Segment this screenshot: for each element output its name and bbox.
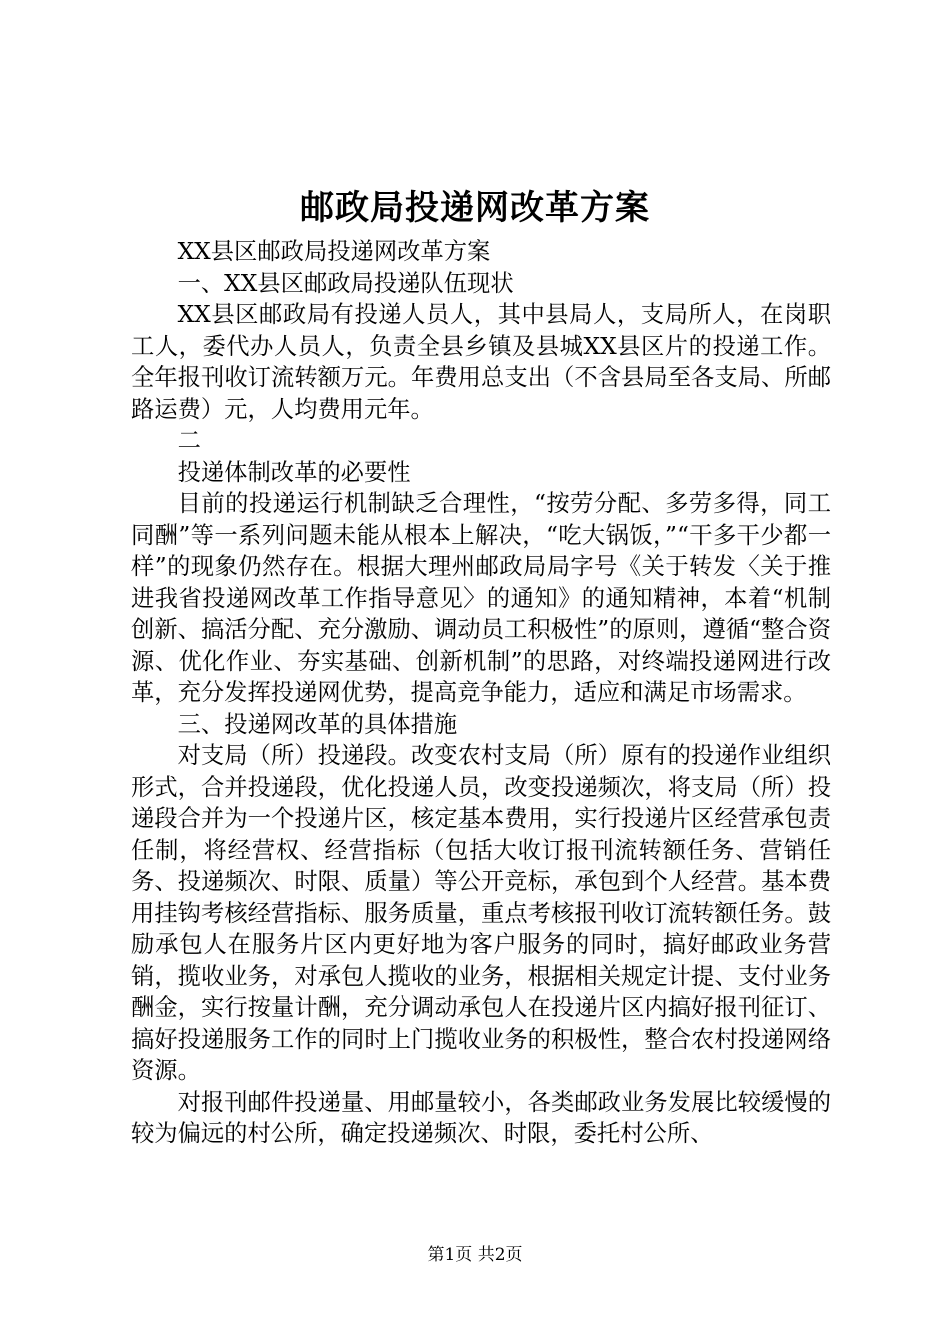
paragraph-necessity: 目前的投递运行机制缺乏合理性，“按劳分配、多劳多得，同工同酬”等一系列问题未能从根本上解决，“吃大锅饭，”“干多干少都一样”的现象仍然存在。根据大理州邮政局局字号《关于转发〈关于推进我省投递网改革工作指导意见〉的通知》的通知精神，本着“机制创新、搞活分配、充分激励、调动员工积极性”的原则，遵循“整合资源、优化作业、夯实基础、创新机制”的思路，对终端投递网进行改革，充分发挥投递网优势，提高竞争能力，适应和满足市场需求。: [131, 490, 831, 706]
section-heading-1: 一、XX县区邮政局投递队伍现状: [177, 269, 514, 297]
document-body: [131, 236, 831, 1150]
paragraph-measures: 对支局（所）投递段。改变农村支局（所）原有的投递作业组织形式，合并投递段，优化投递人员，改变投递频次，将支局（所）投递段合并为一个投递片区，核定基本费用，实行投递片区经营承包责任制，将经营权、经营指标（包括大收订报刊流转额任务、营销任务、投递频次、时限、质量）等公开竞标，承包到个人经营。基本费用挂钩考核经营指标、服务质量，重点考核报刊收订流转额任务。鼓励承包人在服务片区内更好地为客户服务的同时，搞好邮政业务营销，揽收业务，对承包人揽收的业务，根据相关规定计提、支付业务酬金，实行按量计酬，充分调动承包人在投递片区内搞好报刊征订、搞好投递服务工作的同时上门揽收业务的积极性，整合农村投递网络资源。: [131, 742, 831, 1084]
page-footer: 第1页 共2页: [427, 1245, 523, 1265]
paragraph-subtitle: XX县区邮政局投递网改革方案: [177, 238, 491, 265]
document-title: 邮政局投递网改革方案: [300, 188, 650, 228]
section-heading-3: 三、投递网改革的具体措施: [177, 710, 458, 738]
paragraph-status: XX县区邮政局有投递人员人，其中县局人，支局所人，在岗职工人，委代办人员人，负责全县乡镇及县城XX县区片的投递工作。全年报刊收订流转额万元。年费用总支出（不含县局至各支局、所邮路运费）元，人均费用元年。: [131, 301, 831, 423]
section-number-2: 二: [177, 427, 201, 454]
section-heading-2: 投递体制改革的必要性: [177, 458, 411, 486]
paragraph-remote-villages: 对报刊邮件投递量、用邮量较小，各类邮政业务发展比较缓慢的较为偏远的村公所，确定投递频次、时限，委托村公所、: [131, 1088, 831, 1147]
